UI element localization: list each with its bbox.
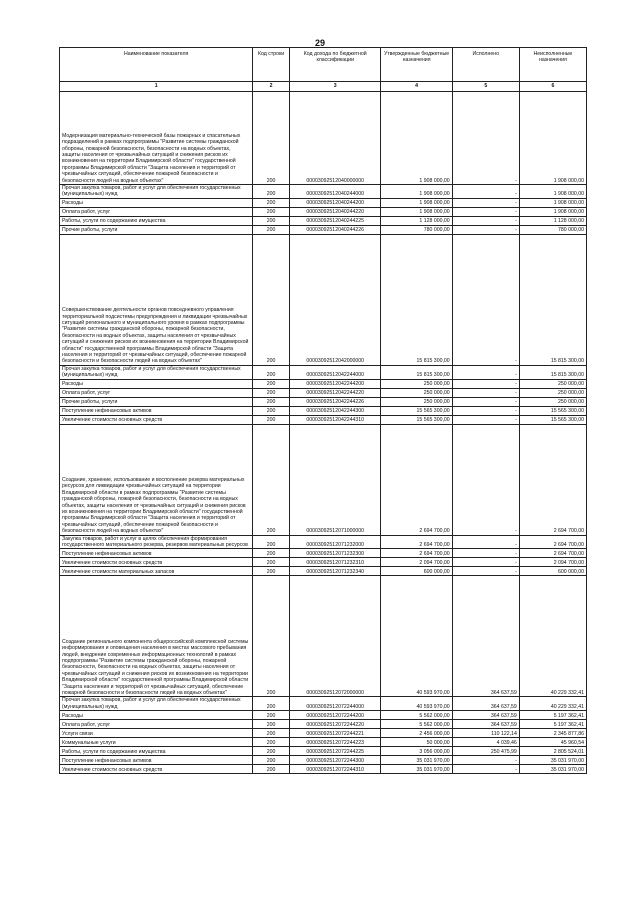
table-row xyxy=(60,535,587,549)
row-executed-amount: 364 637,59 xyxy=(452,720,519,729)
row-approved-amount: 1 128 000,00 xyxy=(381,216,452,225)
row-budget-code: 00003092512040244220 xyxy=(289,207,381,216)
row-unexecuted-amount: 1 908 000,00 xyxy=(519,207,586,216)
row-name: Увеличение стоимости материальных запасов xyxy=(60,567,253,576)
row-line-code: 200 xyxy=(253,415,290,424)
row-approved-amount: 250 000,00 xyxy=(381,379,452,388)
row-executed-amount: - xyxy=(452,207,519,216)
row-unexecuted-amount: 250 000,00 xyxy=(519,379,586,388)
row-approved-amount: 1 908 000,00 xyxy=(381,92,452,185)
table-row xyxy=(60,379,587,388)
row-unexecuted-amount: 15 815 300,00 xyxy=(519,234,586,365)
row-budget-code: 00003092512072244225 xyxy=(289,747,381,756)
row-name: Прочие работы, услуги xyxy=(60,397,253,406)
row-budget-code: 00003092512042000000 xyxy=(289,234,381,365)
table-row xyxy=(60,185,587,199)
row-line-code: 200 xyxy=(253,765,290,774)
row-line-code: 200 xyxy=(253,92,290,185)
row-line-code: 200 xyxy=(253,738,290,747)
col-number: 5 xyxy=(452,82,519,92)
table-row xyxy=(60,415,587,424)
row-name: Модернизация материально-технической базы пожарных и спасательных подразделений в рамках подпрограммы "Развитие системы гражданской обороны, пожарной безопасности, безопасности на водных объектах, защиты населения от чрезвычайных ситуаций и снижения рисков их возникновения на территории Владимирской области" государственной программы Владимирской области "Защита населения и территорий от чрезвычайных ситуаций, обеспечение пожарной безопасности и безопасности людей на водных объектах" xyxy=(60,92,253,185)
col-number: 1 xyxy=(60,82,253,92)
row-line-code: 200 xyxy=(253,756,290,765)
budget-table xyxy=(59,47,587,774)
row-unexecuted-amount: 600 000,00 xyxy=(519,567,586,576)
row-name: Прочая закупка товаров, работ и услуг для обеспечения государственных (муниципальных) нужд xyxy=(60,697,253,711)
row-line-code: 200 xyxy=(253,720,290,729)
row-unexecuted-amount: 35 031 970,00 xyxy=(519,765,586,774)
row-unexecuted-amount: 1 908 000,00 xyxy=(519,185,586,199)
table-row xyxy=(60,225,587,234)
table-row xyxy=(60,207,587,216)
row-name: Коммунальные услуги xyxy=(60,738,253,747)
row-line-code: 200 xyxy=(253,567,290,576)
header-line-code: Код строки xyxy=(253,48,290,82)
row-executed-amount: - xyxy=(452,365,519,379)
table-row xyxy=(60,756,587,765)
row-budget-code: 00003092512040244226 xyxy=(289,225,381,234)
row-line-code: 200 xyxy=(253,185,290,199)
row-name: Расходы xyxy=(60,379,253,388)
row-name: Оплата работ, услуг xyxy=(60,388,253,397)
row-approved-amount: 50 000,00 xyxy=(381,738,452,747)
section-main-row xyxy=(60,576,587,697)
table-row xyxy=(60,720,587,729)
row-budget-code: 00003092512072000000 xyxy=(289,576,381,697)
header-name: Наименование показателя xyxy=(60,48,253,82)
row-approved-amount: 2 694 700,00 xyxy=(381,549,452,558)
row-line-code: 200 xyxy=(253,558,290,567)
row-name: Поступление нефинансовых активов xyxy=(60,549,253,558)
row-line-code: 200 xyxy=(253,576,290,697)
row-name: Прочая закупка товаров, работ и услуг для обеспечения государственных (муниципальных) нужд xyxy=(60,365,253,379)
row-executed-amount: - xyxy=(452,225,519,234)
col-number: 4 xyxy=(381,82,452,92)
row-approved-amount: 15 565 300,00 xyxy=(381,406,452,415)
row-approved-amount: 35 031 970,00 xyxy=(381,765,452,774)
row-unexecuted-amount: 250 000,00 xyxy=(519,397,586,406)
page-number: 29 xyxy=(314,38,325,48)
row-approved-amount: 2 094 700,00 xyxy=(381,558,452,567)
row-unexecuted-amount: 2 694 700,00 xyxy=(519,424,586,535)
row-line-code: 200 xyxy=(253,216,290,225)
row-unexecuted-amount: 15 565 300,00 xyxy=(519,415,586,424)
table-row xyxy=(60,558,587,567)
row-executed-amount: - xyxy=(452,756,519,765)
row-unexecuted-amount: 40 229 332,41 xyxy=(519,697,586,711)
row-unexecuted-amount: 250 000,00 xyxy=(519,388,586,397)
row-name: Создание, хранение, использование и восполнение резерва материальных ресурсов для ликвидации чрезвычайных ситуаций на территории Владимирской области в рамках подпрограммы "Развитие системы гражданской обороны, пожарной безопасности, безопасности на водных объектах, защиты населения от чрезвычайных ситуаций и снижения рисков их возникновения на территории Владимирской области" государственной программы Владимирской области "Защита населения и территорий от чрезвычайных ситуаций, обеспечение пожарной безопасности и безопасности людей на водных объектах" xyxy=(60,424,253,535)
row-unexecuted-amount: 1 908 000,00 xyxy=(519,92,586,185)
row-name: Услуги связи xyxy=(60,729,253,738)
row-approved-amount: 250 000,00 xyxy=(381,397,452,406)
row-executed-amount: - xyxy=(452,234,519,365)
row-unexecuted-amount: 2 694 700,00 xyxy=(519,535,586,549)
col-number: 2 xyxy=(253,82,290,92)
row-budget-code: 00003092512040244000 xyxy=(289,185,381,199)
row-line-code: 200 xyxy=(253,711,290,720)
row-line-code: 200 xyxy=(253,424,290,535)
row-approved-amount: 2 694 700,00 xyxy=(381,424,452,535)
row-line-code: 200 xyxy=(253,365,290,379)
row-executed-amount: - xyxy=(452,388,519,397)
row-approved-amount: 40 593 970,00 xyxy=(381,697,452,711)
row-budget-code: 00003092512040000000 xyxy=(289,92,381,185)
row-executed-amount: - xyxy=(452,406,519,415)
row-approved-amount: 5 562 000,00 xyxy=(381,720,452,729)
row-unexecuted-amount: 780 000,00 xyxy=(519,225,586,234)
row-unexecuted-amount: 45 960,54 xyxy=(519,738,586,747)
table-header-row xyxy=(60,48,587,82)
row-executed-amount: - xyxy=(452,567,519,576)
row-approved-amount: 15 815 300,00 xyxy=(381,234,452,365)
row-unexecuted-amount: 5 197 362,41 xyxy=(519,711,586,720)
row-approved-amount: 3 056 000,00 xyxy=(381,747,452,756)
row-budget-code: 00003092512072244221 xyxy=(289,729,381,738)
section-main-row xyxy=(60,234,587,365)
section-main-row xyxy=(60,92,587,185)
row-name: Прочая закупка товаров, работ и услуг для обеспечения государственных (муниципальных) нужд xyxy=(60,185,253,199)
row-name: Создание регионального компонента общероссийской комплексной системы информирования и оповещения населения в местах массового пребывания людей, внедрение современных информационных технологий в рамках подпрограммы "Развитие системы гражданской обороны, пожарной безопасности, безопасности на водных объектах, защиты населения от чрезвычайных ситуаций и снижения рисков их возникновения на территории Владимирской области" государственной программы Владимирской области "Защита населения и территорий от чрезвычайных ситуаций, обеспечение пожарной безопасности и безопасности людей на водных объектах" xyxy=(60,576,253,697)
row-unexecuted-amount: 1 128 000,00 xyxy=(519,216,586,225)
row-line-code: 200 xyxy=(253,379,290,388)
row-executed-amount: - xyxy=(452,397,519,406)
row-name: Увеличение стоимости основных средств xyxy=(60,558,253,567)
header-budget-code: Код дохода по бюджетной классификации xyxy=(289,48,381,82)
row-unexecuted-amount: 5 197 362,41 xyxy=(519,720,586,729)
row-executed-amount: 250 475,99 xyxy=(452,747,519,756)
row-name: Поступление нефинансовых активов xyxy=(60,406,253,415)
table-row xyxy=(60,549,587,558)
table-row xyxy=(60,567,587,576)
row-executed-amount: 4 039,46 xyxy=(452,738,519,747)
row-line-code: 200 xyxy=(253,397,290,406)
table-row xyxy=(60,198,587,207)
row-approved-amount: 2 694 700,00 xyxy=(381,535,452,549)
row-name: Оплата работ, услуг xyxy=(60,720,253,729)
row-name: Поступление нефинансовых активов xyxy=(60,756,253,765)
header-executed: Исполнено xyxy=(452,48,519,82)
table-row xyxy=(60,765,587,774)
table-row xyxy=(60,406,587,415)
row-line-code: 200 xyxy=(253,747,290,756)
row-approved-amount: 600 000,00 xyxy=(381,567,452,576)
row-executed-amount: - xyxy=(452,415,519,424)
row-name: Работы, услуги по содержанию имущества xyxy=(60,747,253,756)
row-executed-amount: - xyxy=(452,549,519,558)
row-executed-amount: - xyxy=(452,92,519,185)
row-line-code: 200 xyxy=(253,388,290,397)
row-budget-code: 00003092512071232300 xyxy=(289,549,381,558)
row-unexecuted-amount: 1 908 000,00 xyxy=(519,198,586,207)
row-line-code: 200 xyxy=(253,535,290,549)
row-budget-code: 00003092512071232310 xyxy=(289,558,381,567)
row-budget-code: 00003092512042244226 xyxy=(289,397,381,406)
row-unexecuted-amount: 35 031 970,00 xyxy=(519,756,586,765)
row-name: Расходы xyxy=(60,711,253,720)
row-executed-amount: 110 122,14 xyxy=(452,729,519,738)
row-name: Совершенствование деятельности органов повседневного управления территориальной подсистемы предупреждения и ликвидации чрезвычайных ситуаций регионального и муниципального уровня в рамках подпрограммы "Развитие системы гражданской обороны, пожарной безопасности, безопасности на водных объектах, защиты населения от чрезвычайных ситуаций и снижения рисков их возникновения на территории Владимирской области" государственной программы Владимирской области "Защита населения и территорий от чрезвычайных ситуаций, обеспечение пожарной безопасности и безопасности людей на водных объектах" xyxy=(60,234,253,365)
row-approved-amount: 1 908 000,00 xyxy=(381,207,452,216)
row-unexecuted-amount: 15 565 300,00 xyxy=(519,406,586,415)
row-budget-code: 00003092512040244225 xyxy=(289,216,381,225)
col-number: 6 xyxy=(519,82,586,92)
row-unexecuted-amount: 2 805 524,01 xyxy=(519,747,586,756)
row-budget-code: 00003092512042244300 xyxy=(289,406,381,415)
row-approved-amount: 780 000,00 xyxy=(381,225,452,234)
row-executed-amount: - xyxy=(452,198,519,207)
column-number-row xyxy=(60,82,587,92)
row-executed-amount: 364 637,59 xyxy=(452,697,519,711)
row-name: Увеличение стоимости основных средств xyxy=(60,415,253,424)
row-unexecuted-amount: 15 815 300,00 xyxy=(519,365,586,379)
col-number: 3 xyxy=(289,82,381,92)
row-budget-code: 00003092512042244220 xyxy=(289,388,381,397)
row-line-code: 200 xyxy=(253,207,290,216)
header-unexecuted: Неисполненные назначения xyxy=(519,48,586,82)
row-executed-amount: - xyxy=(452,765,519,774)
header-approved: Утвержденные бюджетные назначения xyxy=(381,48,452,82)
row-unexecuted-amount: 2 094 700,00 xyxy=(519,558,586,567)
table-row xyxy=(60,729,587,738)
row-unexecuted-amount: 2 345 877,86 xyxy=(519,729,586,738)
row-budget-code: 00003092512072244200 xyxy=(289,711,381,720)
row-executed-amount: - xyxy=(452,216,519,225)
row-budget-code: 00003092512042244000 xyxy=(289,365,381,379)
row-approved-amount: 1 908 000,00 xyxy=(381,185,452,199)
row-name: Прочие работы, услуги xyxy=(60,225,253,234)
row-budget-code: 00003092512072244220 xyxy=(289,720,381,729)
section-main-row xyxy=(60,424,587,535)
row-name: Работы, услуги по содержанию имущества xyxy=(60,216,253,225)
row-approved-amount: 2 456 000,00 xyxy=(381,729,452,738)
row-executed-amount: - xyxy=(452,379,519,388)
row-line-code: 200 xyxy=(253,198,290,207)
row-line-code: 200 xyxy=(253,549,290,558)
row-line-code: 200 xyxy=(253,697,290,711)
row-approved-amount: 250 000,00 xyxy=(381,388,452,397)
row-executed-amount: - xyxy=(452,558,519,567)
table-row xyxy=(60,216,587,225)
row-approved-amount: 40 593 970,00 xyxy=(381,576,452,697)
row-executed-amount: - xyxy=(452,535,519,549)
row-budget-code: 00003092512042244310 xyxy=(289,415,381,424)
row-budget-code: 00003092512040244200 xyxy=(289,198,381,207)
table-row xyxy=(60,388,587,397)
row-name: Расходы xyxy=(60,198,253,207)
row-budget-code: 00003092512071232000 xyxy=(289,535,381,549)
table-row xyxy=(60,365,587,379)
row-name: Увеличение стоимости основных средств xyxy=(60,765,253,774)
row-line-code: 200 xyxy=(253,729,290,738)
table-body xyxy=(60,92,587,774)
row-line-code: 200 xyxy=(253,225,290,234)
row-budget-code: 00003092512072244000 xyxy=(289,697,381,711)
row-name: Закупка товаров, работ и услуг в целях обеспечения формирования государственного материального резерва, резервов материальных ресурсов xyxy=(60,535,253,549)
row-line-code: 200 xyxy=(253,234,290,365)
row-approved-amount: 5 562 000,00 xyxy=(381,711,452,720)
row-unexecuted-amount: 2 694 700,00 xyxy=(519,549,586,558)
table-row xyxy=(60,711,587,720)
row-budget-code: 00003092512042244200 xyxy=(289,379,381,388)
row-approved-amount: 35 031 970,00 xyxy=(381,756,452,765)
row-budget-code: 00003092512071232340 xyxy=(289,567,381,576)
row-approved-amount: 15 815 300,00 xyxy=(381,365,452,379)
row-executed-amount: - xyxy=(452,424,519,535)
table-row xyxy=(60,747,587,756)
row-name: Оплата работ, услуг xyxy=(60,207,253,216)
row-budget-code: 00003092512072244300 xyxy=(289,756,381,765)
table-row xyxy=(60,738,587,747)
row-approved-amount: 1 908 000,00 xyxy=(381,198,452,207)
row-budget-code: 00003092512072244223 xyxy=(289,738,381,747)
row-unexecuted-amount: 40 229 332,41 xyxy=(519,576,586,697)
row-budget-code: 00003092512072244310 xyxy=(289,765,381,774)
table-row xyxy=(60,397,587,406)
row-executed-amount: - xyxy=(452,185,519,199)
table-row xyxy=(60,697,587,711)
row-approved-amount: 15 565 300,00 xyxy=(381,415,452,424)
row-executed-amount: 364 637,59 xyxy=(452,711,519,720)
row-executed-amount: 364 637,59 xyxy=(452,576,519,697)
row-budget-code: 00003092512071000000 xyxy=(289,424,381,535)
row-line-code: 200 xyxy=(253,406,290,415)
